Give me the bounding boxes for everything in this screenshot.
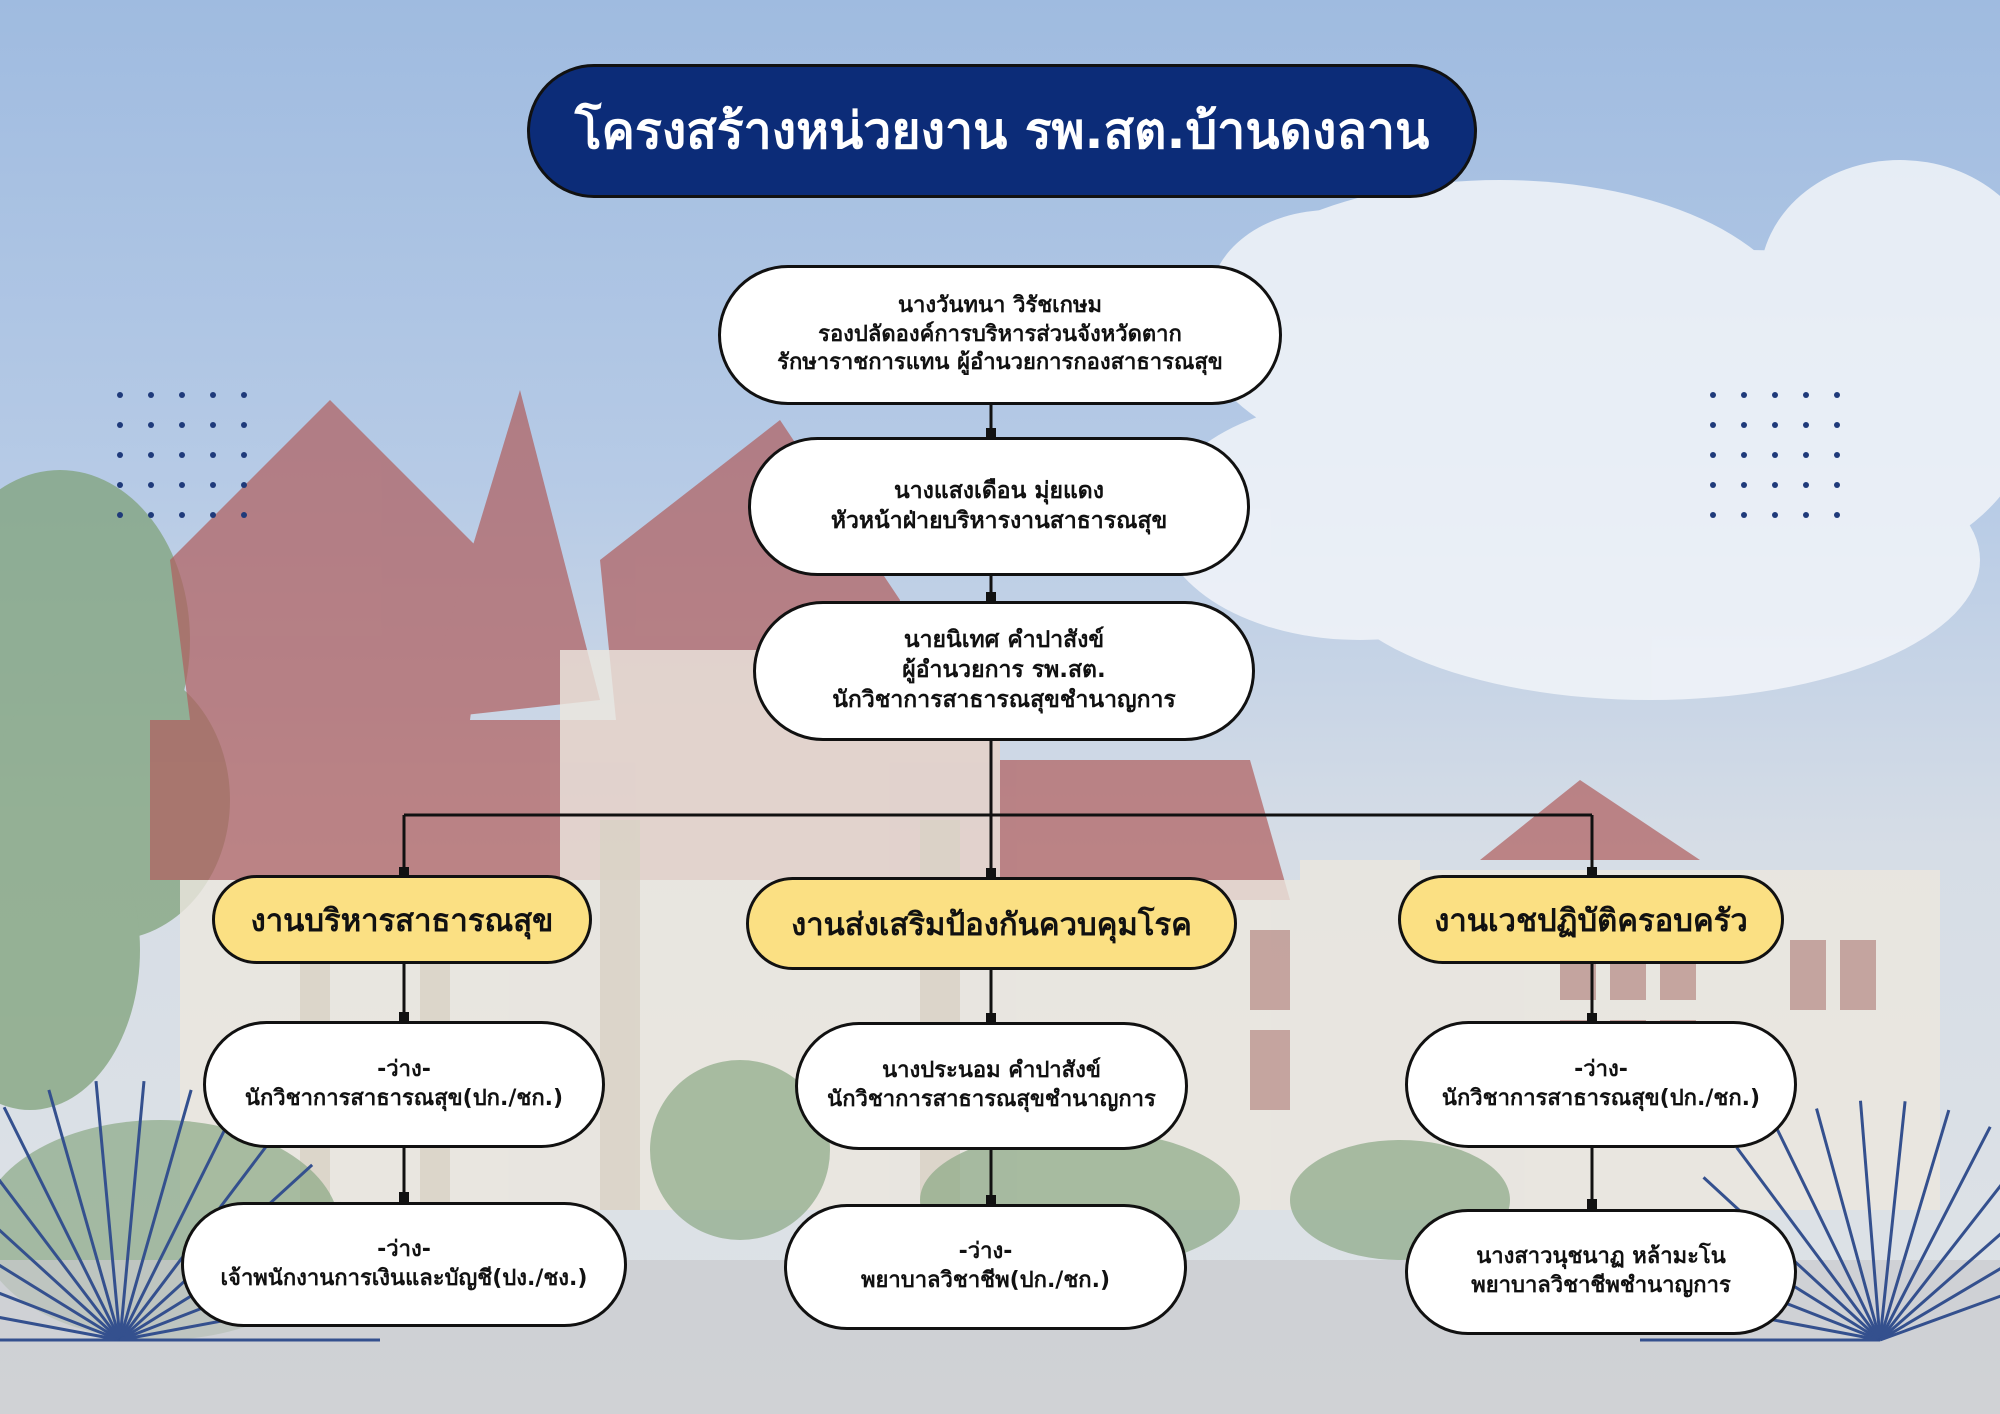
dept-label: งานบริหารสาธารณสุข bbox=[250, 902, 554, 939]
node-line: หัวหน้าฝ่ายบริหารงานสาธารณสุข bbox=[830, 507, 1168, 534]
node-line: พยาบาลวิชาชีพชำนาญการ bbox=[1471, 1273, 1731, 1298]
node-line: -ว่าง- bbox=[377, 1236, 431, 1262]
chart-title-banner bbox=[527, 64, 1477, 198]
node-line: นางสาวนุชนาฏ หล้ามะโน bbox=[1476, 1244, 1726, 1270]
staff-node bbox=[1405, 1021, 1797, 1148]
node-line: -ว่าง- bbox=[1574, 1056, 1628, 1082]
node-line: นางวันทนา วิรัชเกษม bbox=[897, 293, 1103, 319]
node-director-top bbox=[718, 265, 1282, 405]
node-line: นักวิชาการสาธารณสุขชำนาญการ bbox=[832, 686, 1176, 713]
node-line: รองปลัดองค์การบริหารส่วนจังหวัดตาก bbox=[818, 321, 1182, 347]
staff-node bbox=[795, 1022, 1188, 1150]
node-head-of-section bbox=[748, 437, 1250, 576]
staff-node bbox=[784, 1204, 1187, 1330]
node-line: นักวิชาการสาธารณสุขชำนาญการ bbox=[827, 1087, 1156, 1112]
node-line: นายนิเทศ คำปาสังข์ bbox=[903, 627, 1105, 654]
node-hospital-director bbox=[753, 601, 1255, 741]
dept-disease-prevention bbox=[746, 877, 1237, 970]
dept-family-medicine bbox=[1398, 875, 1784, 964]
node-line: ผู้อำนวยการ รพ.สต. bbox=[902, 657, 1106, 684]
dept-label: งานส่งเสริมป้องกันควบคุมโรค bbox=[791, 906, 1192, 943]
node-line: -ว่าง- bbox=[958, 1239, 1013, 1265]
node-line: -ว่าง- bbox=[377, 1056, 431, 1082]
node-line: เจ้าพนักงานการเงินและบัญชี(ปง./ชง.) bbox=[220, 1265, 588, 1291]
node-line: นักวิชาการสาธารณสุข(ปก./ชก.) bbox=[1441, 1085, 1761, 1111]
chart-title: โครงสร้างหน่วยงาน รพ.สต.บ้านดงลาน bbox=[574, 101, 1430, 160]
dept-label: งานเวชปฏิบัติครอบครัว bbox=[1434, 902, 1748, 939]
staff-node bbox=[203, 1021, 605, 1148]
node-line: พยาบาลวิชาชีพ(ปก./ชก.) bbox=[860, 1268, 1110, 1293]
node-line: นักวิชาการสาธารณสุข(ปก./ชก.) bbox=[244, 1085, 564, 1111]
dept-public-health-admin bbox=[212, 875, 592, 964]
staff-node bbox=[181, 1202, 627, 1327]
node-line: รักษาราชการแทน ผู้อำนวยการกองสาธารณสุข bbox=[777, 350, 1223, 376]
node-line: นางแสงเดือน มุ่ยแดง bbox=[894, 477, 1104, 504]
staff-node bbox=[1405, 1209, 1797, 1335]
node-line: นางประนอม คำปาสังข์ bbox=[882, 1058, 1101, 1084]
